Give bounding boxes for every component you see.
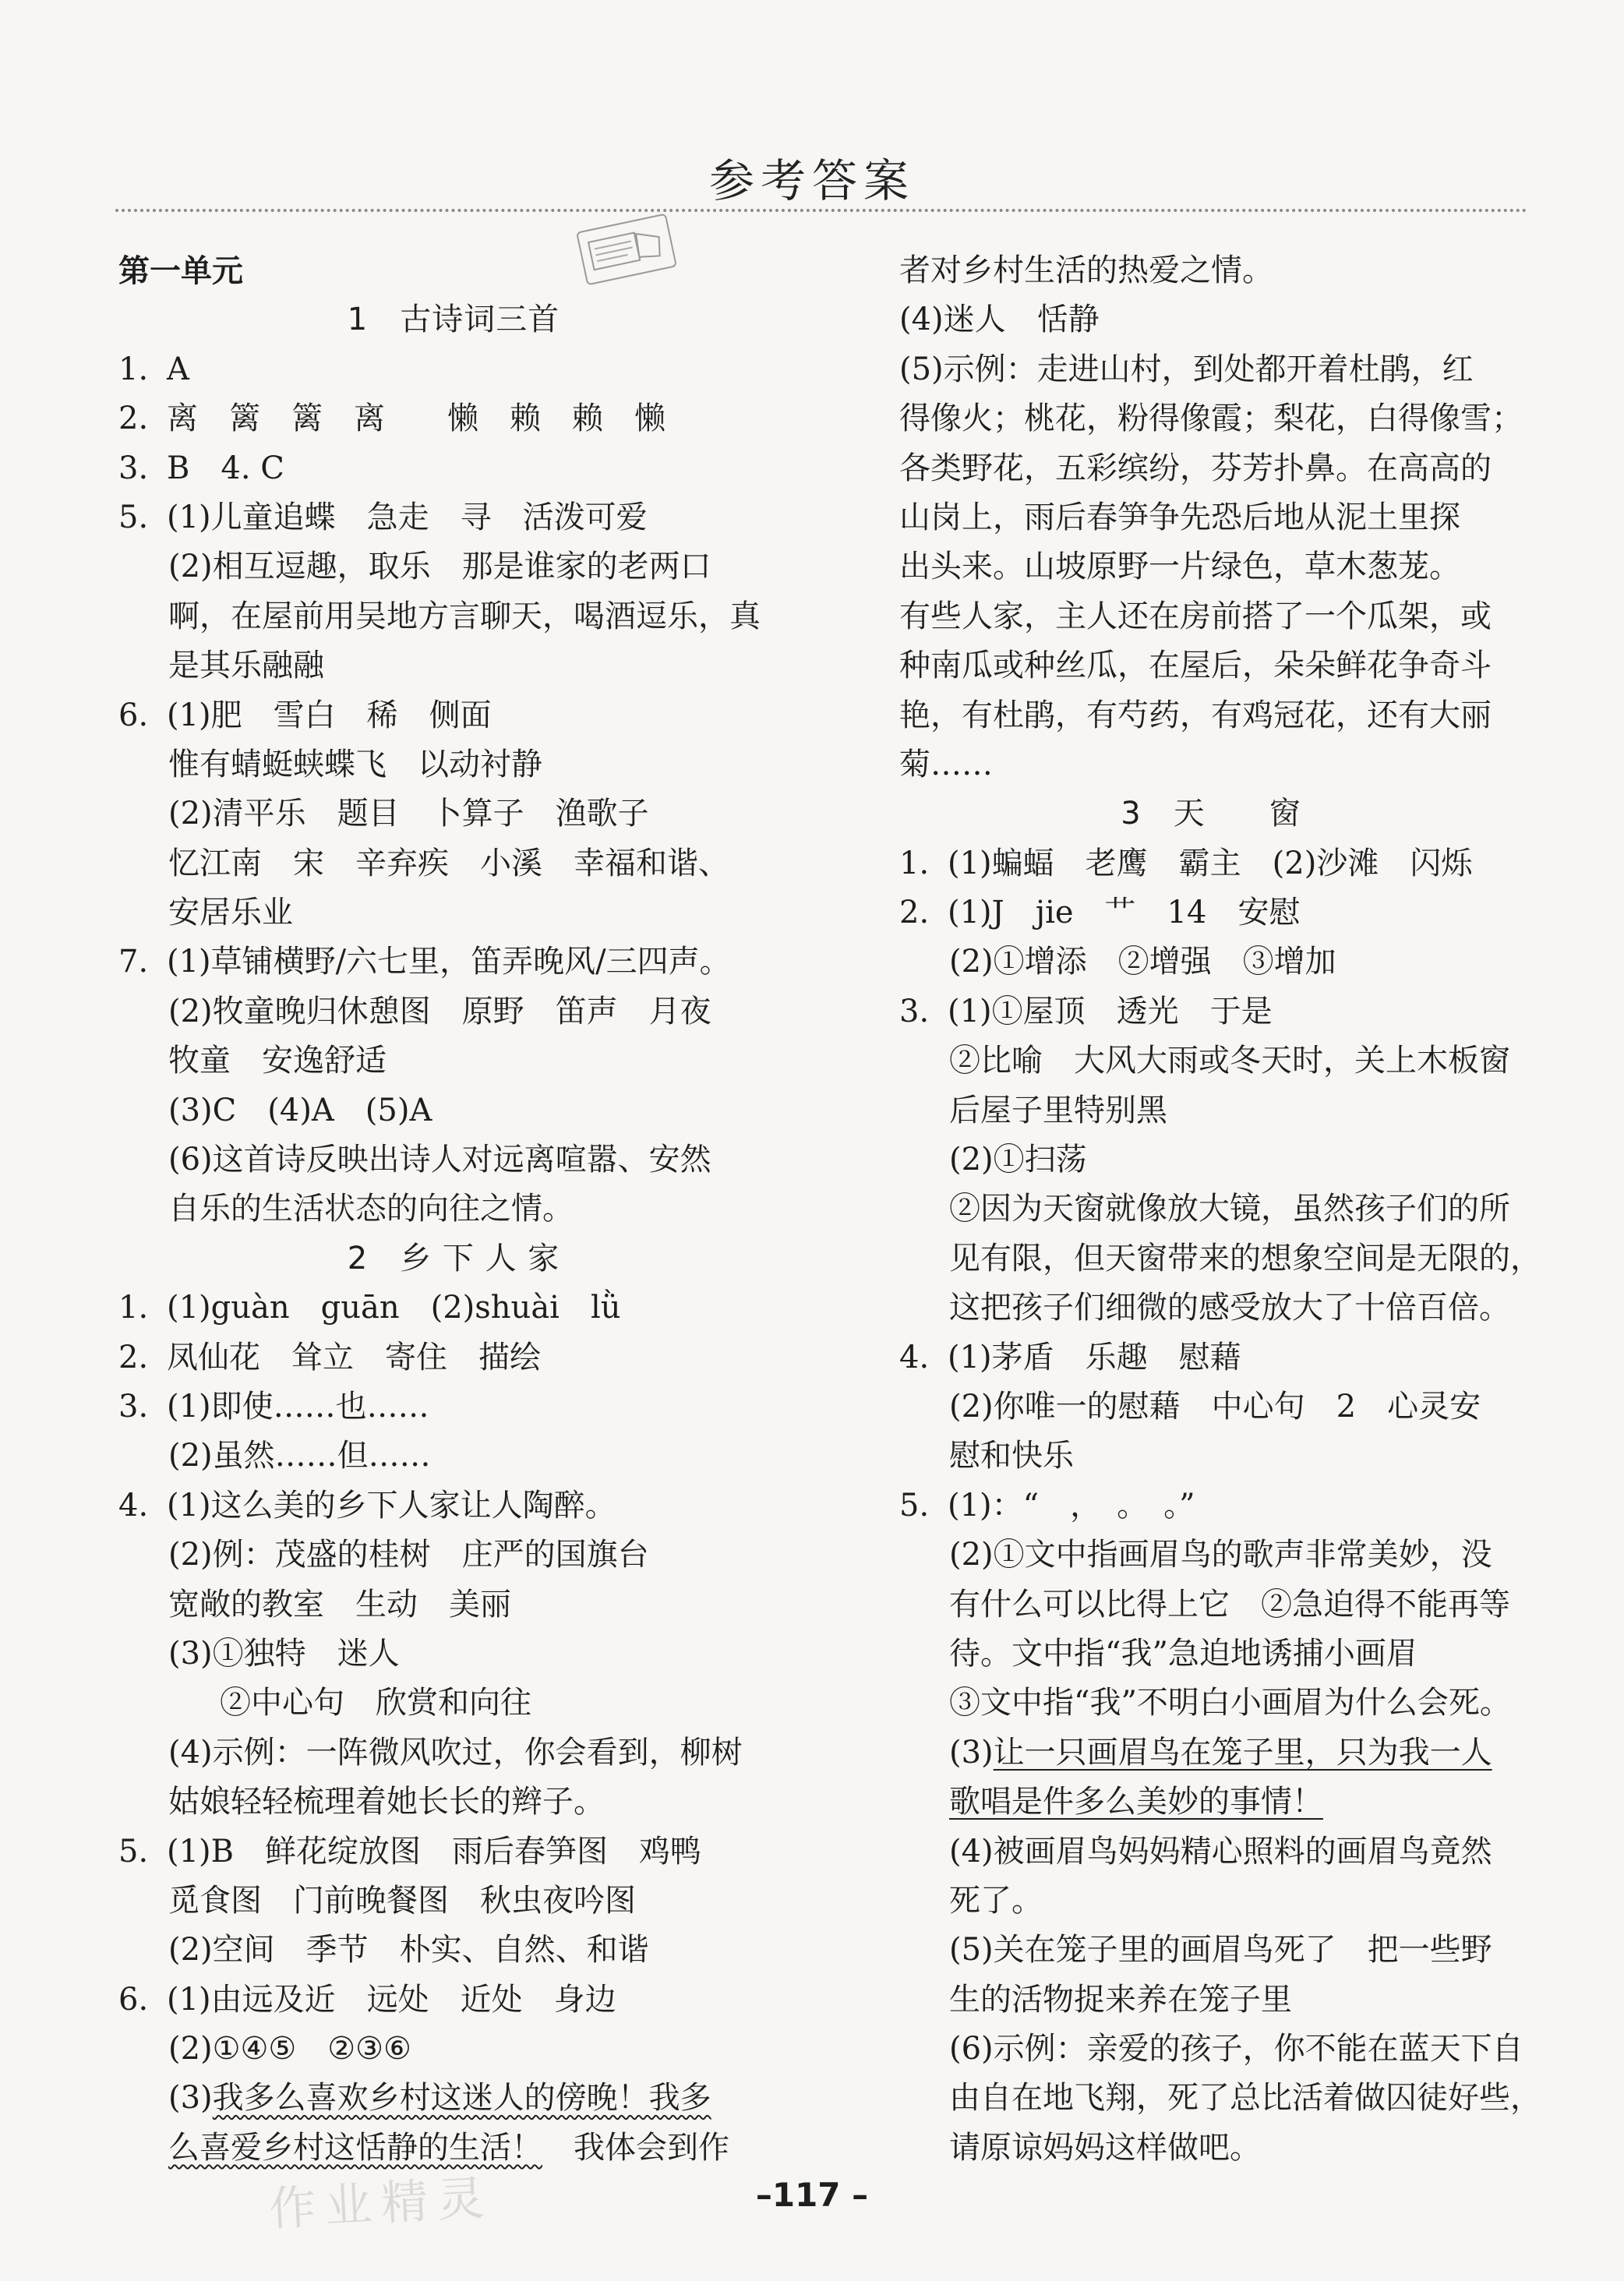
question-number: 4. bbox=[118, 1487, 149, 1524]
answer-text: 请原谅妈妈这样做吧。 bbox=[949, 2129, 1261, 2166]
answer-line bbox=[118, 641, 789, 690]
answer-text: ②因为天窗就像放大镜，虽然孩子们的所 bbox=[949, 1191, 1510, 1227]
answer-text: (3)①独特 迷人 bbox=[168, 1635, 400, 1672]
question-number: 7. bbox=[118, 944, 149, 980]
answer-text: 由自在地飞翔，死了总比活着做囚徒好些， bbox=[949, 2080, 1541, 2117]
answer-text: (1)即使……也…… bbox=[167, 1388, 429, 1425]
question-number: 6. bbox=[118, 1981, 149, 2018]
answer-text: (1)由远及近 远处 近处 身边 bbox=[167, 1981, 616, 2018]
answer-line bbox=[899, 295, 1523, 344]
answer-line bbox=[899, 1778, 1523, 1827]
answer-line bbox=[899, 641, 1523, 690]
answer-line bbox=[118, 394, 789, 443]
answer-line bbox=[118, 1284, 789, 1333]
answer-line bbox=[899, 1679, 1523, 1728]
answer-line bbox=[118, 345, 789, 394]
answer-text: (1)B 鲜花绽放图 雨后春笋图 鸡鸭 bbox=[167, 1833, 702, 1870]
page-number: –117 – bbox=[755, 2176, 869, 2214]
page-title: 参考答案 bbox=[708, 154, 915, 207]
answer-text: (1)这么美的乡下人家让人陶醉。 bbox=[167, 1487, 616, 1524]
answer-line bbox=[899, 1827, 1523, 1877]
answer-line bbox=[118, 1728, 789, 1778]
answer-text: (4)示例：一阵微风吹过，你会看到，柳树 bbox=[168, 1734, 743, 1771]
answer-text: 者对乡村生活的热爱之情。 bbox=[899, 252, 1273, 288]
answer-text: (2)清平乐 题目 卜算子 渔歌子 bbox=[168, 796, 649, 832]
lesson-title: 2 乡 下 人 家 bbox=[347, 1240, 560, 1276]
question-number: 2. bbox=[118, 1339, 149, 1375]
answer-line bbox=[118, 592, 789, 641]
answer-line bbox=[118, 1432, 789, 1481]
answer-line bbox=[899, 1185, 1523, 1234]
answer-line bbox=[118, 1135, 789, 1185]
answer-text: (6)这首诗反映出诗人对远离喧嚣、安然 bbox=[168, 1142, 711, 1178]
question-number: 5. bbox=[118, 499, 149, 535]
answer-line bbox=[899, 1135, 1523, 1185]
answer-line bbox=[118, 888, 789, 937]
answer-line bbox=[118, 1580, 789, 1630]
answer-line bbox=[118, 987, 789, 1036]
answer-text bbox=[949, 1728, 1492, 1778]
answer-line bbox=[118, 740, 789, 789]
answer-tail: 我体会到作 bbox=[542, 2129, 729, 2166]
answer-text: (1)guàn guān (2)shuài lǜ bbox=[167, 1290, 621, 1326]
answer-line bbox=[118, 1976, 789, 2025]
answer-text: (2)①扫荡 bbox=[949, 1142, 1087, 1178]
answer-line bbox=[118, 1877, 789, 1926]
answer-text: 是其乐融融 bbox=[168, 648, 324, 684]
answer-line bbox=[899, 987, 1523, 1036]
answer-line bbox=[118, 789, 789, 839]
answer-text: (2)空间 季节 朴实、自然、和谐 bbox=[168, 1932, 649, 1969]
answer-line bbox=[899, 1630, 1523, 1679]
answer-line bbox=[118, 691, 789, 740]
answer-line bbox=[899, 1086, 1523, 1135]
answer-text: (2)①④⑤ ②③⑥ bbox=[168, 2031, 411, 2067]
answer-line bbox=[118, 295, 789, 344]
answer-text: (4)被画眉鸟妈妈精心照料的画眉鸟竟然 bbox=[949, 1833, 1492, 1870]
answer-line bbox=[899, 1036, 1523, 1086]
answer-text: (3)C (4)A (5)A bbox=[168, 1092, 432, 1128]
answer-text: 出头来。山坡原野一片绿色，草木葱茏。 bbox=[899, 549, 1460, 585]
answer-text: 凤仙花 耸立 寄住 描绘 bbox=[167, 1339, 541, 1375]
answer-text: (1)蝙蝠 老鹰 霸主 (2)沙滩 闪烁 bbox=[948, 845, 1473, 881]
answer-line bbox=[899, 394, 1523, 443]
answer-text: (1)①屋顶 透光 于是 bbox=[948, 993, 1273, 1029]
answer-text: (4)迷人 恬静 bbox=[899, 302, 1100, 338]
title-divider bbox=[115, 209, 1527, 212]
answer-text: 牧童 安逸舒适 bbox=[168, 1043, 387, 1079]
answer-text: 后屋子里特别黑 bbox=[949, 1092, 1167, 1128]
answer-text: ③文中指“我”不明白小画眉为什么会死。 bbox=[949, 1685, 1511, 1721]
answer-line bbox=[899, 1333, 1523, 1382]
answer-text: (2)相互逗趣，取乐 那是谁家的老两口 bbox=[168, 549, 711, 585]
answer-text: 觅食图 门前晚餐图 秋虫夜吟图 bbox=[168, 1882, 636, 1919]
answer-line bbox=[118, 1036, 789, 1086]
answer-line bbox=[118, 1926, 789, 1975]
answer-text: (1)J jie 艹 14 安慰 bbox=[948, 895, 1301, 931]
answer-text: 有些人家，主人还在房前搭了一个瓜架，或 bbox=[899, 598, 1492, 634]
answer-line bbox=[118, 1778, 789, 1827]
answer-line bbox=[899, 1580, 1523, 1630]
section-heading: 第一单元 bbox=[118, 252, 243, 289]
question-number: 2. bbox=[899, 895, 930, 931]
answer-line bbox=[899, 1481, 1523, 1531]
answer-text: 死了。 bbox=[949, 1882, 1043, 1919]
answer-text: 得像火；桃花，粉得像霞；梨花，白得像雪； bbox=[899, 401, 1523, 437]
answer-line bbox=[899, 1531, 1523, 1580]
answer-text: (2)牧童晚归休憩图 原野 笛声 月夜 bbox=[168, 993, 711, 1029]
answer-text: (1)茅盾 乐趣 慰藉 bbox=[948, 1339, 1241, 1375]
answer-text: 有什么可以比得上它 ②急迫得不能再等 bbox=[949, 1586, 1510, 1622]
answer-line bbox=[899, 1728, 1523, 1778]
answer-line bbox=[899, 2074, 1541, 2123]
lesson-title: 1 古诗词三首 bbox=[347, 302, 560, 338]
answer-line bbox=[118, 246, 789, 295]
answer-text: 见有限，但天窗带来的想象空间是无限的， bbox=[949, 1240, 1541, 1276]
answer-line bbox=[899, 542, 1523, 591]
question-number: 5. bbox=[899, 1487, 930, 1524]
answer-text: 安居乐业 bbox=[168, 895, 293, 931]
question-number: 3. bbox=[899, 993, 930, 1029]
answer-line bbox=[899, 1382, 1523, 1432]
underlined-text: 么喜爱乡村这恬静的生活！ bbox=[168, 2129, 542, 2166]
answer-text: 惟有蜻蜓蛱蝶飞 以动衬静 bbox=[168, 746, 542, 782]
answer-line bbox=[118, 1185, 789, 1234]
answer-line bbox=[899, 2025, 1523, 2074]
answer-line bbox=[118, 493, 789, 542]
answer-line bbox=[118, 1382, 789, 1432]
answer-text: 山岗上，雨后春笋争先恐后地从泥土里探 bbox=[899, 499, 1460, 535]
underlined-text: 歌唱是件多么美妙的事情！ bbox=[949, 1784, 1323, 1820]
answer-line bbox=[118, 1086, 789, 1135]
answer-text: 生的活物捉来养在笼子里 bbox=[949, 1981, 1292, 2018]
answer-text: (1)肥 雪白 稀 侧面 bbox=[167, 697, 492, 733]
answer-text: 忆江南 宋 辛弃疾 小溪 幸福和谐、 bbox=[168, 845, 729, 881]
left-column bbox=[118, 246, 789, 2173]
answer-line bbox=[899, 592, 1523, 641]
answer-line bbox=[899, 691, 1523, 740]
answer-text: (5)关在笼子里的画眉鸟死了 把一些野 bbox=[949, 1932, 1492, 1969]
answer-text: (2)①增添 ②增强 ③增加 bbox=[949, 944, 1336, 980]
question-number: 4. bbox=[899, 1339, 930, 1375]
right-column bbox=[899, 246, 1541, 2173]
question-number: 1. bbox=[899, 845, 930, 881]
answer-text: 宽敞的教室 生动 美丽 bbox=[168, 1586, 511, 1622]
question-number: 3. bbox=[118, 450, 149, 486]
answer-line bbox=[118, 1827, 789, 1877]
answer-line bbox=[118, 2025, 789, 2074]
answer-text: ②比喻 大风大雨或冬天时，关上木板窗 bbox=[949, 1043, 1510, 1079]
answer-text: (2)你唯一的慰藉 中心句 2 心灵安 bbox=[949, 1388, 1481, 1425]
question-number: 1. bbox=[118, 1290, 149, 1326]
answer-line bbox=[899, 888, 1523, 937]
answer-line bbox=[118, 542, 789, 591]
answer-text: 待。文中指“我”急迫地诱捕小画眉 bbox=[949, 1635, 1417, 1672]
answer-text: A bbox=[167, 351, 189, 387]
underlined-text: 我多么喜欢乡村这迷人的傍晚！我多 bbox=[212, 2080, 711, 2117]
underlined-text: 让一只画眉鸟在笼子里，只为我一人 bbox=[993, 1734, 1492, 1771]
answer-line bbox=[118, 1333, 789, 1382]
answer-line bbox=[899, 1284, 1523, 1333]
question-number: 1. bbox=[118, 351, 149, 387]
answer-text: 啊，在屋前用吴地方言聊天，喝酒逗乐，真 bbox=[168, 598, 761, 634]
answer-text: 艳，有杜鹃，有芍药，有鸡冠花，还有大丽 bbox=[899, 697, 1492, 733]
answer-prefix: (3) bbox=[168, 2080, 213, 2117]
answer-text: 离 篱 篱 离 懒 赖 赖 懒 bbox=[167, 401, 665, 437]
answer-line bbox=[118, 2074, 789, 2123]
lesson-title: 3 天 窗 bbox=[1121, 796, 1301, 832]
answer-line bbox=[118, 937, 789, 987]
answer-text: (2)例：茂盛的桂树 庄严的国旗台 bbox=[168, 1537, 649, 1573]
answer-text: (6)示例：亲爱的孩子，你不能在蓝天下自 bbox=[949, 2031, 1523, 2067]
answer-line bbox=[899, 1877, 1523, 1926]
answer-line bbox=[899, 1234, 1541, 1284]
answer-prefix: (3) bbox=[949, 1734, 994, 1771]
answer-line bbox=[899, 246, 1523, 295]
answer-line bbox=[899, 444, 1523, 493]
answer-line bbox=[118, 444, 789, 493]
answer-text: (5)示例：走进山村，到处都开着杜鹃，红 bbox=[899, 351, 1474, 387]
answer-text: (1)儿童追蝶 急走 寻 活泼可爱 bbox=[167, 499, 648, 535]
answer-text: (1)：“ ， 。 。” bbox=[948, 1487, 1195, 1524]
answer-text: (1)草铺横野/六七里，笛弄晚风/三四声。 bbox=[167, 944, 731, 980]
answer-line bbox=[899, 839, 1523, 888]
answer-line bbox=[899, 789, 1523, 839]
question-number: 6. bbox=[118, 697, 149, 733]
answer-text: ②中心句 欣赏和向往 bbox=[220, 1685, 531, 1721]
answer-text: 姑娘轻轻梳理着她长长的辫子。 bbox=[168, 1784, 605, 1820]
answer-line bbox=[118, 1481, 789, 1531]
answer-text: (2)虽然……但…… bbox=[168, 1438, 431, 1474]
answer-line bbox=[899, 345, 1523, 394]
answer-text: B 4. C bbox=[167, 450, 284, 486]
watermark: 作业精灵 bbox=[267, 2170, 495, 2237]
question-number: 5. bbox=[118, 1833, 149, 1870]
answer-line bbox=[899, 1926, 1523, 1975]
answer-line bbox=[118, 1234, 789, 1284]
answer-text: 各类野花，五彩缤纷，芬芳扑鼻。在高高的 bbox=[899, 450, 1492, 486]
answer-line bbox=[118, 1531, 789, 1580]
answer-text bbox=[168, 2074, 711, 2123]
answer-line bbox=[899, 740, 1523, 789]
answer-line bbox=[899, 2124, 1523, 2173]
answer-line bbox=[899, 1432, 1523, 1481]
question-number: 3. bbox=[118, 1388, 149, 1425]
question-number: 2. bbox=[118, 401, 149, 437]
answer-text: 菊…… bbox=[899, 746, 993, 782]
answer-line bbox=[899, 1976, 1523, 2025]
answer-text: 种南瓜或种丝瓜，在屋后，朵朵鲜花争奇斗 bbox=[899, 648, 1492, 684]
answer-line bbox=[899, 493, 1523, 542]
answer-line bbox=[118, 1630, 789, 1679]
answer-line bbox=[899, 937, 1523, 987]
answer-text: (2)①文中指画眉鸟的歌声非常美妙，没 bbox=[949, 1537, 1492, 1573]
answer-line bbox=[118, 839, 789, 888]
answer-text: 慰和快乐 bbox=[949, 1438, 1074, 1474]
answer-line bbox=[118, 1679, 789, 1728]
answer-text: 自乐的生活状态的向往之情。 bbox=[168, 1191, 574, 1227]
answer-text: 这把孩子们细微的感受放大了十倍百倍。 bbox=[949, 1290, 1510, 1326]
